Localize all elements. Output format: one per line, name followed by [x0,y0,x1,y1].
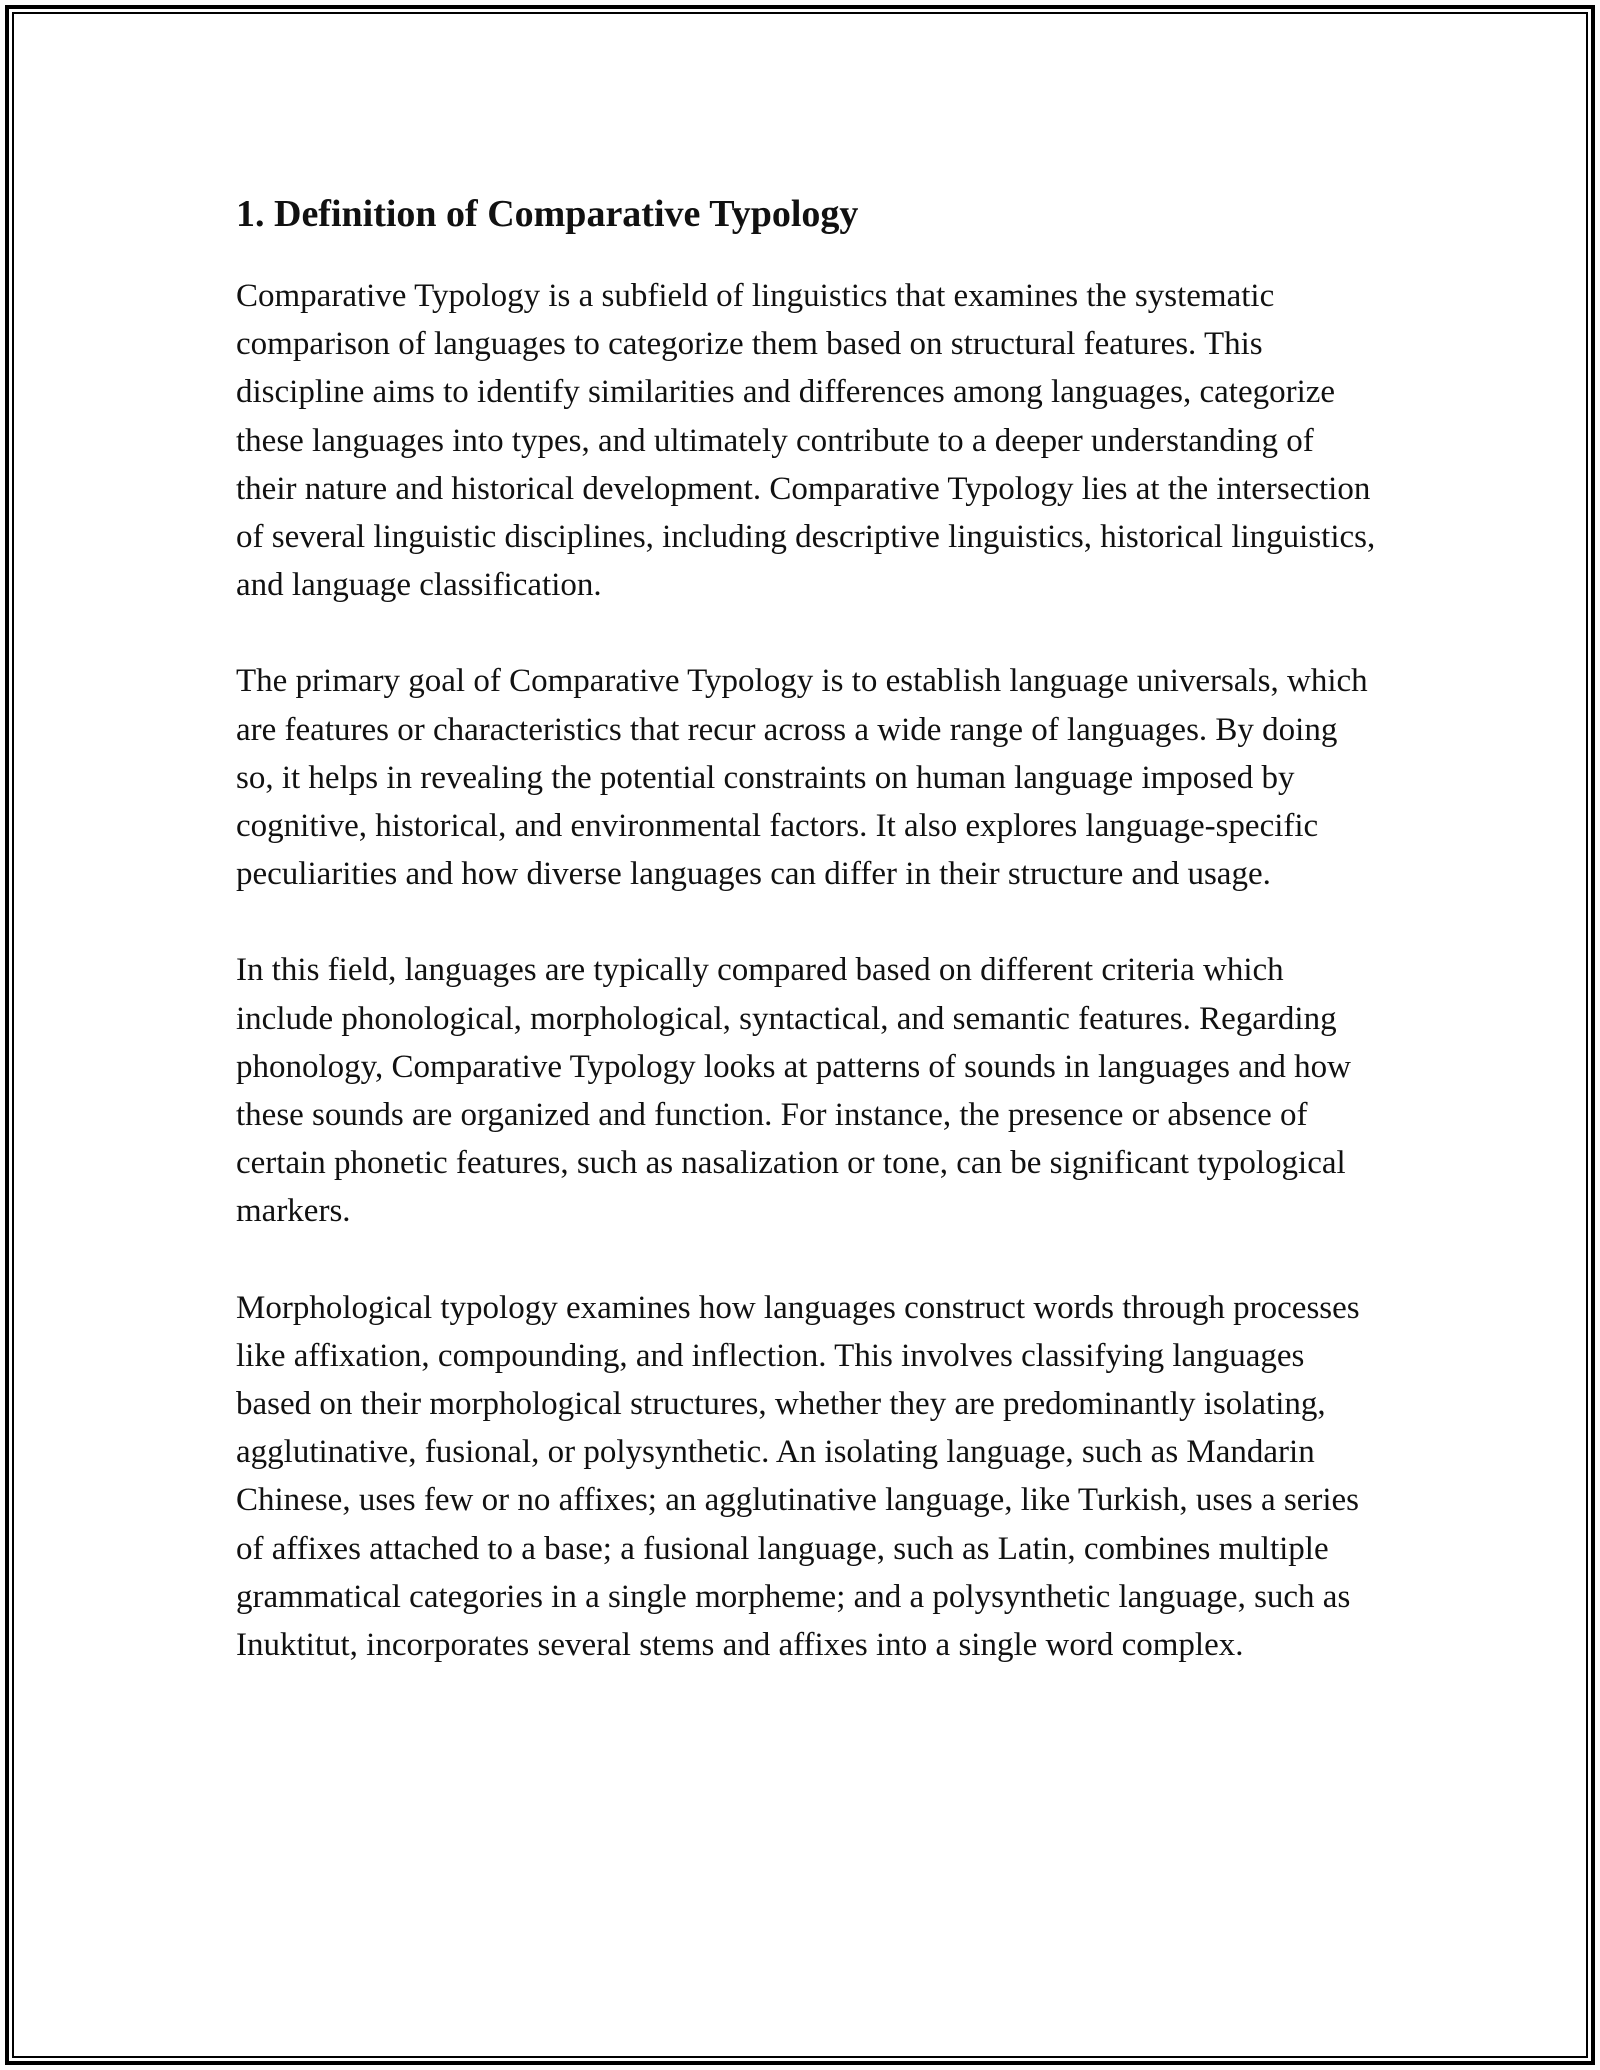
document-body [236,186,1376,1669]
paragraph-comparison-criteria: In this field, languages are typically compared based on different criteria which include phonological, morphological, syntactical, and semantic features. Regarding phonology, Comparative Typology looks at patterns of sounds in languages and how these sounds are organized and function. For instance, the presence or absence of certain phonetic features, such as nasalization or tone, can be significant typological markers. [236,952,1351,1230]
paragraph-definition: Comparative Typology is a subfield of linguistics that examines the systematic comparison of languages to categorize them based on structural features. This discipline aims to identify similarities and differences among languages, categorize these languages into types, and ultimately contribute to a deeper understanding of their nature and historical development. Comparative Typology lies at the intersection of several linguistic disciplines, including descriptive linguistics, historical linguistics, and language classification. [236,278,1376,604]
paragraph-morphological-typology: Morphological typology examines how languages construct words through processes like affixation, compounding, and inflection. This involves classifying languages based on their morphological structures, whether they are predominantly isolating, agglutinative, fusional, or polysynthetic. An isolating language, such as Mandarin Chinese, uses few or no affixes; an agglutinative language, like Turkish, uses a series of affixes attached to a base; a fusional language, such as Latin, combines multiple grammatical categories in a single morpheme; and a polysynthetic language, such as Inuktitut, incorporates several stems and affixes into a single word complex. [236,1289,1360,1664]
section-heading: 1. Definition of Comparative Typology [236,193,859,235]
paragraph-primary-goal: The primary goal of Comparative Typology is to establish language universals, which are features or characteristics that recur across a wide range of languages. By doing so, it helps in revealing the potential constraints on human language imposed by cognitive, historical, and environmental factors. It also explores language-specific peculiarities and how diverse languages can differ in their structure and usage. [236,663,1368,893]
